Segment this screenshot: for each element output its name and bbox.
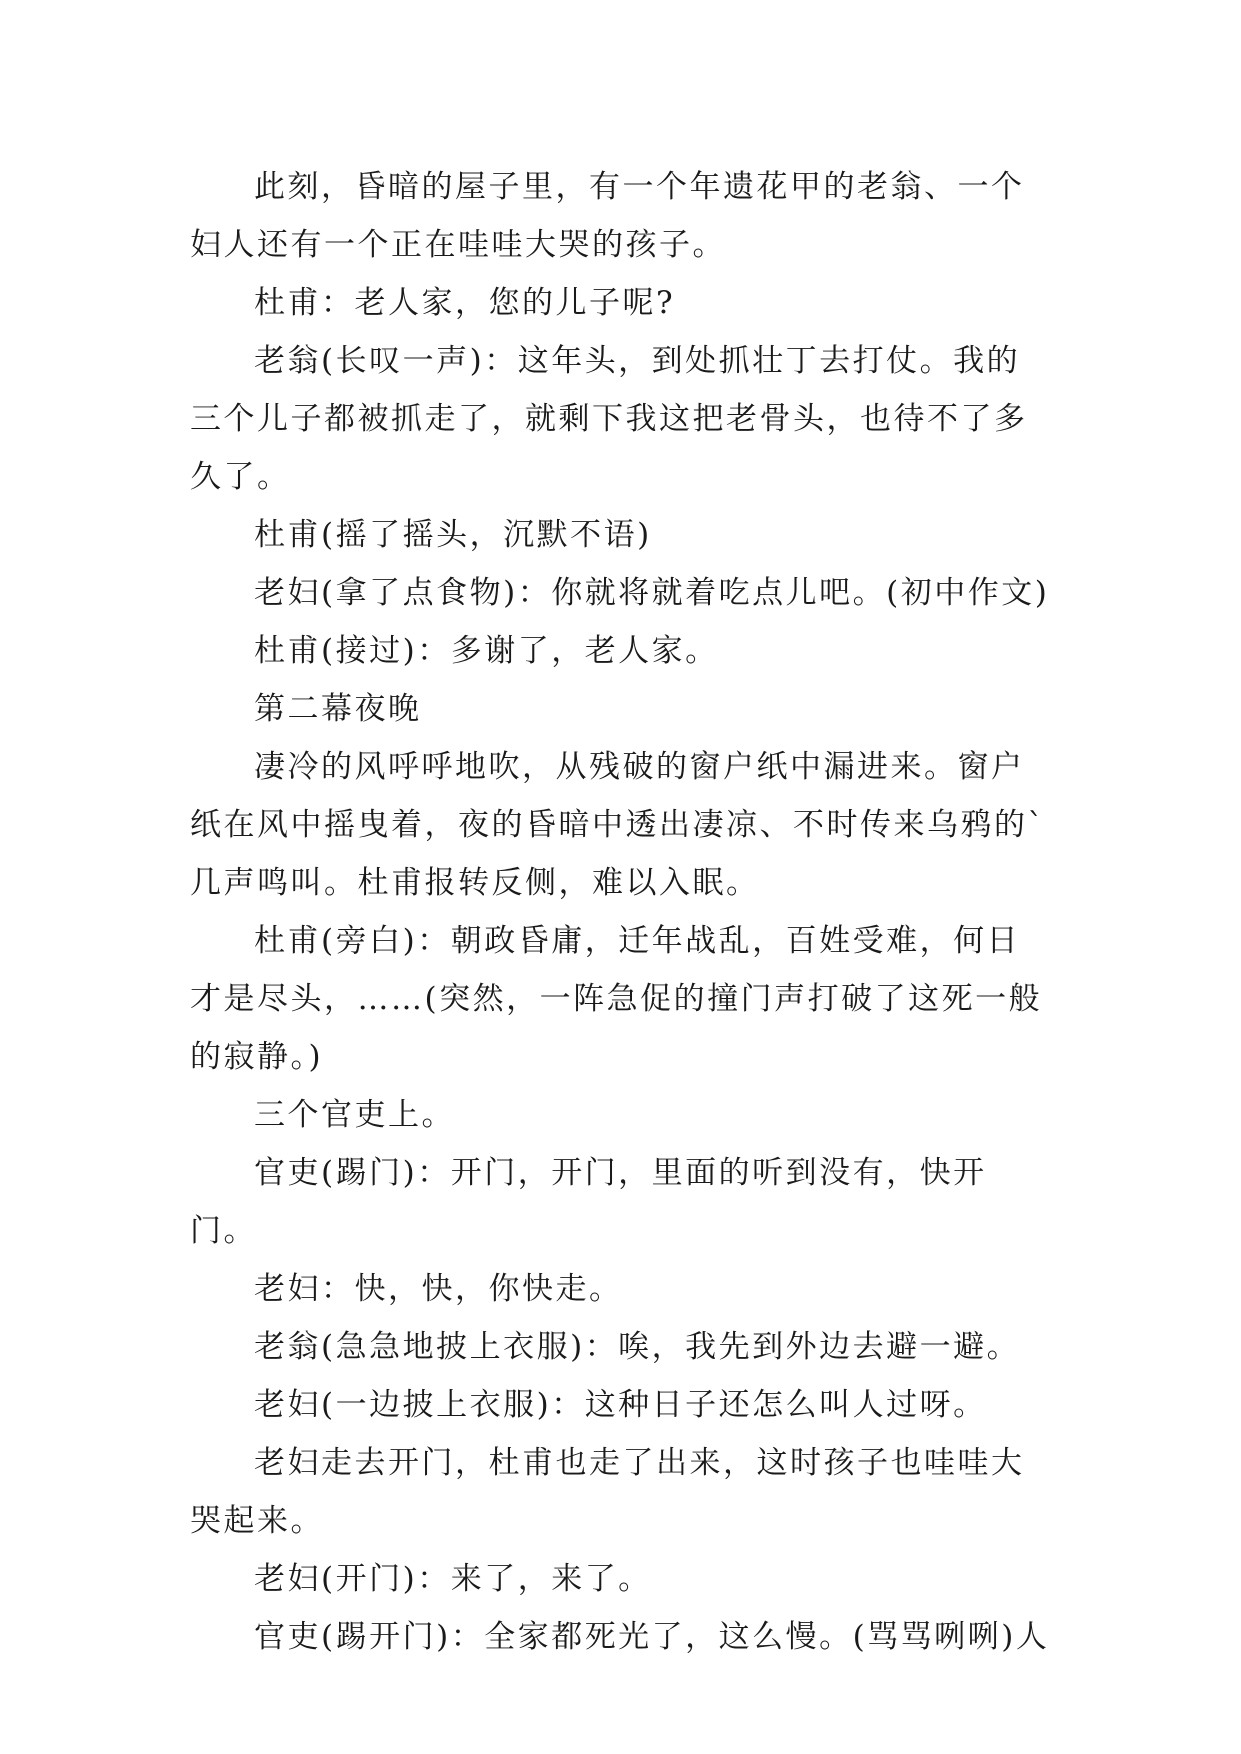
paragraph: 老翁(急急地披上衣服)：唉，我先到外边去避一避。 bbox=[254, 1329, 1021, 1365]
paragraph: 杜甫：老人家，您的儿子呢? bbox=[254, 285, 676, 321]
paragraph: 老妇(拿了点食物)：你就将就着吃点儿吧。(初中作文) bbox=[254, 575, 1050, 611]
paragraph: 官吏(踢开门)：全家都死光了，这么慢。(骂骂咧咧)人 bbox=[254, 1619, 1050, 1655]
paragraph: 官吏(踢门)：开门，开门，里面的听到没有，快开门。 bbox=[190, 1155, 987, 1249]
paragraph: 杜甫(旁白)：朝政昏庸，迁年战乱，百姓受难，何日才是尽头，……(突然，一阵急促的撞门声打破了这死一般的寂静。) bbox=[190, 923, 1043, 1075]
paragraph: 杜甫(摇了摇头，沉默不语) bbox=[254, 517, 652, 553]
paragraph: 杜甫(接过)：多谢了，老人家。 bbox=[254, 633, 719, 669]
scene-heading: 第二幕夜晚 bbox=[254, 691, 422, 727]
paragraph: 凄冷的风呼呼地吹，从残破的窗户纸中漏进来。窗户纸在风中摇曳着，夜的昏暗中透出凄凉、不时传来乌鸦的`几声鸣叫。杜甫报转反侧，难以入眠。 bbox=[190, 749, 1046, 901]
paragraph: 老妇(一边披上衣服)：这种日子还怎么叫人过呀。 bbox=[254, 1387, 987, 1423]
paragraph: 老妇(开门)：来了，来了。 bbox=[254, 1561, 652, 1597]
paragraph: 老妇：快，快，你快走。 bbox=[254, 1271, 623, 1307]
paragraph: 老翁(长叹一声)：这年头，到处抓壮丁去打仗。我的三个儿子都被抓走了，就剩下我这把老骨头，也待不了多久了。 bbox=[190, 343, 1028, 495]
paragraph: 三个官吏上。 bbox=[254, 1097, 455, 1133]
paragraph: 此刻，昏暗的屋子里，有一个年遗花甲的老翁、一个妇人还有一个正在哇哇大哭的孩子。 bbox=[190, 169, 1025, 263]
paragraph: 老妇走去开门，杜甫也走了出来，这时孩子也哇哇大哭起来。 bbox=[190, 1445, 1025, 1539]
document-body bbox=[190, 158, 1050, 1666]
